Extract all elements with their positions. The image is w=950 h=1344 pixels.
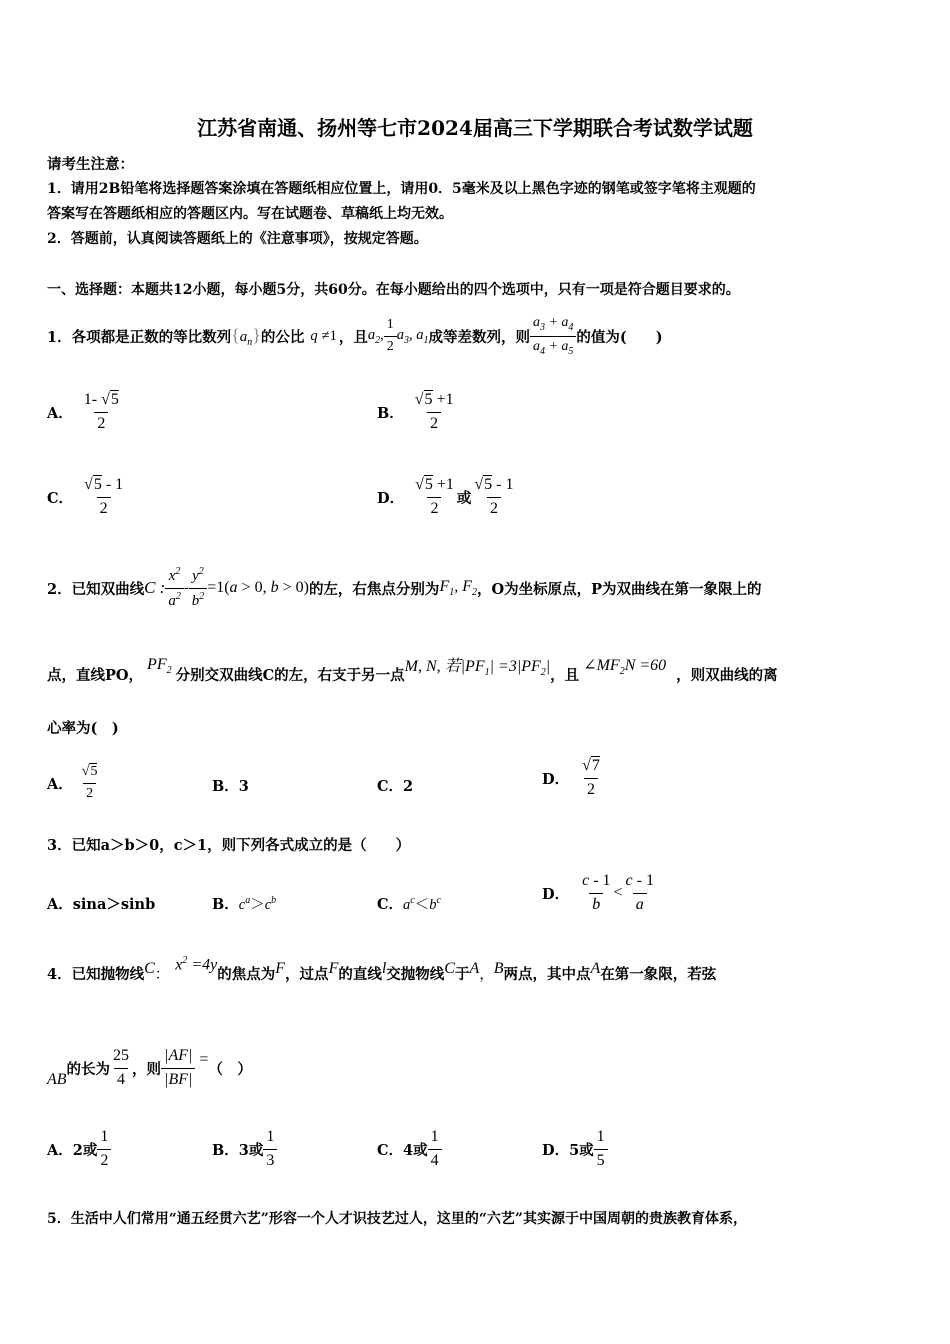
q2-text-5: 分别交双曲线C的左，右支于另一点 [175,666,405,684]
q1-option-b-label: B． [377,404,404,422]
q1-option-a-value: $\frac{1- √5}{2}$ [83,391,119,432]
q1-option-d-label: D． [377,489,405,507]
q4-text-9: 的长为 [66,1060,111,1078]
q3-option-d-left: $\frac{c - 1}{b}$ [582,872,611,913]
q2-hyperbola-eq: C : [144,578,166,597]
q4-text-11: （ ） [208,1060,252,1078]
q3-option-a[interactable]: A．sina＞sinb [47,896,156,913]
q4-text-4: 的直线 [338,965,382,983]
q4-option-d-label: D．5或 [542,1141,594,1159]
q1-text-1: 1．各项都是正数的等比数列 [47,328,232,346]
q2-text-6: ，且 [550,666,580,684]
q2-y2-over-b2: $\frac{y^2}{b^2}$ [189,566,208,610]
q2-option-a-label: A． [47,775,73,793]
q4-option-d-value: $\frac{1}{5}$ [594,1128,608,1170]
q2-option-a-value: $\frac{√5}{2}$ [81,764,98,801]
q1-ratio-fraction: $\frac{a_3 + a_4}{a_4 + a_5}$ [530,315,576,357]
q1-text-3: ，且 [338,328,368,346]
q1-option-d-or: 或 [456,489,472,507]
q4-ab: AB [47,1071,67,1088]
q3-option-b-label: B． [212,896,239,913]
q4-length-fraction: $\frac{25}{4}$ [113,1047,130,1088]
q2-condition: M, N, 若$|PF_1| =3|PF_2|$ [404,658,551,679]
question-2-stem-line-1: 2．已知双曲线 C : $\frac{x^2}{a^2}$ - $\frac{y^2}{b^2}$ =1(a > 0, b > 0) 的左，右焦点分别为 $F_1$, $F_2$ ，O为坐标原点，P为双曲线在第一象限上的 [47,566,762,609]
question-4-stem-line-2: AB 的长为 $\frac{25}{4}$ ，则 $\frac{|AF|}{|BF|}$ = （ ） [47,1047,252,1088]
q2-option-d-label: D． [542,770,570,788]
q2-text-7: ，则双曲线的离 [676,666,778,684]
q4-text-10: ，则 [132,1060,162,1078]
q4-text-6: 于 [454,965,470,983]
q4-text-7: 两点，其中点 [503,965,591,983]
q4-option-b-value: $\frac{1}{3}$ [263,1128,277,1170]
notice-heading: 请考生注意： [47,156,134,173]
q1-option-c-label: C． [47,489,74,507]
q4-option-a-value: $\frac{1}{2}$ [97,1128,111,1170]
q4-c: C [144,960,155,977]
q4-ratio-fraction: $\frac{|AF|}{|BF|}$ [161,1047,195,1089]
q3-option-c-label: C． [377,896,404,913]
q3-option-c[interactable]: C．$a^c<b^c$ [377,895,441,913]
notice-line-2: 答案写在答题纸相应的答题区内。写在试题卷、草稿纸上均无效。 [47,206,453,222]
q4-option-c-value: $\frac{1}{4}$ [428,1128,442,1170]
question-5-stem: 5．生活中人们常用“通五经贯六艺”形容一个人才识技艺过人，这里的“六艺”其实源于中国周朝的贵族教育体系， [47,1211,747,1227]
q1-text-4: 成等差数列，则 [428,328,530,346]
q2-option-c[interactable]: C．2 [377,778,414,795]
notice-line-1: 1．请用2B铅笔将选择题答案涂填在答题纸相应位置上，请用0．5毫米及以上黑色字迹的钢笔或签字笔将主观题的 [47,181,756,197]
q4-option-a-label: A．2或 [47,1141,98,1159]
q1-text-5: 的值为( ) [576,328,663,346]
q2-text-4: 点，直线PO， [47,666,144,684]
question-2-stem-line-3: 心率为( ) [47,720,119,737]
notice-line-3: 2．答题前，认真阅读答题纸上的《注意事项》，按规定答题。 [47,231,428,247]
q3-option-b[interactable]: B．$c^a>c^b$ [212,895,277,913]
q4-option-a[interactable] [47,1124,111,1174]
q4-option-d[interactable] [542,1124,608,1174]
q1-option-c[interactable] [47,470,126,524]
q3-option-d-right: $\frac{c - 1}{a}$ [625,872,654,913]
question-2-stem-line-2 [47,652,778,696]
q1-option-d-value-1: $\frac{√5 +1}{2}$ [415,476,454,517]
q1-terms: $a_2$, [367,326,384,346]
q2-option-a[interactable] [47,758,100,808]
q4-text-1: 4．已知抛物线 [47,965,145,983]
q4-parabola-eq: $x^2 =4y$ [175,955,218,974]
q4-option-c-label: C．4或 [377,1141,428,1159]
q2-option-b[interactable]: B．3 [212,778,249,795]
q2-text-2: 的左，右焦点分别为 [308,580,440,598]
q1-option-a[interactable] [47,385,122,439]
q2-text-1: 2．已知双曲线 [47,580,145,598]
q4-option-b-label: B．3或 [212,1141,264,1159]
question-3-stem: 3．已知a＞b＞0，c＞1，则下列各式成立的是（ ） [47,837,411,854]
page-title: 江苏省南通、扬州等七市2024届高三下学期联合考试数学试题 [197,116,753,140]
q1-option-d[interactable] [377,470,517,524]
q4-text-3: ，过点 [285,965,329,983]
section-heading: 一、选择题：本题共12小题，每小题5分，共60分。在每小题给出的四个选项中，只有一项是符合题目要求的。 [47,282,740,298]
q1-option-c-value: $\frac{√5 - 1}{2}$ [84,476,124,517]
q2-option-d[interactable] [542,750,603,806]
q1-option-b[interactable] [377,385,457,439]
question-4-stem-line-1: 4．已知抛物线 C ： $x^2 =4y$ 的焦点为 F ，过点 F 的直线 l 交抛物线 C 于 A ， B 两点，其中点 A 在第一象限，若弦 [47,955,717,983]
q1-option-d-value-2: $\frac{√5 - 1}{2}$ [474,476,514,517]
q1-text-2: 的公比 [260,328,305,346]
q2-option-d-value: $\frac{√7}{2}$ [582,757,600,798]
q4-text-8: 在第一象限，若弦 [600,965,717,983]
q1-q-neq-1: q [310,327,318,344]
q1-seq-symbol: $\{a_n\}$ [231,324,261,348]
q1-option-b-value: $\frac{√5 +1}{2}$ [414,391,454,432]
q1-option-a-label: A． [47,404,73,422]
q4-option-b[interactable] [212,1124,277,1174]
q4-text-5: 交抛物线 [386,965,445,983]
q3-option-d[interactable]: D． $\frac{c - 1}{b}$ < $\frac{c - 1}{a}$ [542,865,657,921]
q3-option-b-value: $c^a$ [238,895,251,913]
q4-text-2: 的焦点为 [217,965,276,983]
q2-pf2: $PF_2$ [147,655,172,677]
q3-option-c-value: $a^c$ [403,895,415,913]
q2-text-3: ，O为坐标原点，P为双曲线在第一象限上的 [477,580,762,598]
q2-x2-over-a2: $\frac{x^2}{a^2}$ [165,566,184,610]
question-1-stem: 1．各项都是正数的等比数列 $\{a_n\}$ 的公比 q ≠1 ，且 $a_2$, $\frac{1}{2}$ $a_3$, $a_1$ 成等差数列，则 $\frac{a_3 + a_4}{a_4 + a_5}$ 的值为( ) [47,315,663,357]
q4-option-c[interactable] [377,1124,442,1174]
q1-half-fraction: $\frac{1}{2}$ [384,317,397,354]
q3-option-d-label: D． [542,885,570,903]
q2-angle: $\angle MF_2N =60$ [583,656,667,678]
q2-foci: $F_1$, $F_2$ [439,577,477,599]
